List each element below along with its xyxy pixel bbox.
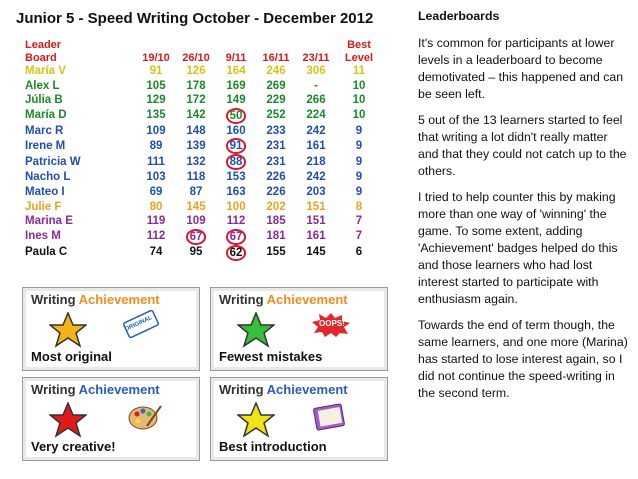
score-cell (256, 245, 296, 261)
student-name: Patricia W (25, 156, 81, 169)
circled-score: 88 (226, 154, 247, 170)
table-row (22, 138, 382, 154)
badge-title-prefix: Writing (219, 292, 267, 307)
score-value: 164 (226, 65, 246, 77)
score-cell (256, 154, 296, 170)
leaderboard-header-row (22, 38, 382, 51)
score-value: 233 (266, 124, 286, 137)
score-value: 269 (266, 79, 286, 92)
badge-most-original (22, 287, 200, 371)
score-value: 109 (146, 124, 166, 137)
score-value: 161 (306, 230, 326, 243)
score-value: 135 (146, 109, 166, 122)
badge-caption: Very creative! (31, 439, 116, 454)
score-cell (256, 64, 296, 79)
score-value: 95 (189, 246, 203, 259)
best-level: 9 (355, 124, 363, 137)
score-cell (216, 124, 256, 139)
score-cell (216, 93, 256, 108)
student-name: Mateo I (25, 185, 65, 198)
best-level: 10 (352, 79, 366, 92)
badge-caption: Best introduction (219, 439, 327, 454)
score-cell (136, 79, 176, 94)
score-cell (296, 245, 336, 261)
score-cell (256, 200, 296, 215)
student-name: Júlia B (25, 94, 63, 107)
table-row (22, 245, 382, 261)
green-star-icon (237, 312, 275, 348)
header-best: Best (347, 38, 371, 51)
score-cell (256, 138, 296, 154)
score-value: 246 (266, 65, 286, 77)
header-date-3: 16/11 (262, 52, 290, 64)
score-value: 242 (306, 171, 326, 184)
score-value: 91 (149, 65, 163, 77)
score-value: 155 (266, 246, 286, 259)
table-row (22, 185, 382, 200)
score-cell (296, 64, 336, 79)
score-value: 89 (149, 140, 163, 153)
score-cell (216, 170, 256, 185)
score-value: 132 (186, 156, 206, 169)
header-date-2: 9/11 (225, 52, 247, 64)
student-name: Julie F (25, 200, 62, 213)
score-value: 160 (226, 124, 246, 137)
best-level: 7 (355, 215, 363, 228)
score-value: 224 (306, 109, 326, 122)
score-cell (296, 124, 336, 139)
score-cell (176, 138, 216, 154)
score-cell (176, 124, 216, 139)
best-level: 9 (355, 140, 363, 153)
score-value: 169 (226, 79, 246, 92)
score-cell (256, 108, 296, 124)
score-cell (176, 229, 216, 245)
score-cell (296, 93, 336, 108)
orange-star-icon (49, 312, 87, 348)
table-row (22, 64, 382, 79)
score-cell (216, 64, 256, 79)
badge-title (219, 382, 348, 397)
score-value: 231 (266, 156, 286, 169)
leaderboard-table (22, 38, 382, 261)
score-cell (216, 154, 256, 170)
board-title: Junior 5 - Speed Writing October - December 2012 (16, 10, 374, 27)
score-value: 266 (306, 94, 326, 107)
score-cell (296, 185, 336, 200)
badge-title (31, 292, 160, 307)
score-cell (296, 229, 336, 245)
score-value: 119 (146, 215, 166, 228)
score-value: 148 (186, 124, 206, 137)
badge-title-accent: Achievement (78, 382, 160, 397)
score-cell (136, 154, 176, 170)
score-cell (296, 138, 336, 154)
score-value: 181 (266, 230, 286, 243)
score-cell (256, 79, 296, 94)
student-name: Paula C (25, 246, 68, 259)
score-cell (296, 154, 336, 170)
score-cell (176, 170, 216, 185)
score-value: 103 (146, 171, 166, 184)
commentary-paragraph-3: I tried to help counter this by making more than one way of 'winning' the game. To some extent, adding 'Achievement' badges helped do this and those learners who had lost interest started to participate with enthusiasm again. (418, 190, 618, 306)
score-value: 226 (266, 171, 286, 184)
score-cell (136, 64, 176, 79)
badge-title-accent: Achievement (266, 382, 348, 397)
best-level: 9 (355, 185, 363, 198)
best-level: 11 (352, 65, 366, 77)
score-cell (256, 185, 296, 200)
score-value: - (314, 79, 318, 92)
yellow-star-icon (237, 402, 275, 438)
badge-title-accent: Achievement (266, 292, 348, 307)
badge-fewest-mistakes (210, 287, 388, 371)
badge-caption: Most original (31, 349, 112, 364)
score-value: 111 (147, 156, 165, 169)
student-name: Nacho L (25, 171, 71, 184)
score-cell (136, 185, 176, 200)
score-cell (216, 245, 256, 261)
best-level: 7 (355, 230, 363, 243)
best-level: 9 (355, 156, 363, 169)
score-cell (256, 170, 296, 185)
commentary-paragraph-2: 5 out of the 13 learners started to feel that writing a lot didn't really matter and that they could not catch up to the others. (418, 113, 627, 178)
score-value: 185 (266, 215, 286, 228)
score-value: 218 (306, 156, 326, 169)
badge-title (31, 382, 160, 397)
student-name: María D (25, 109, 67, 122)
score-cell (136, 200, 176, 215)
score-value: 126 (186, 65, 206, 77)
score-value: 202 (266, 200, 286, 213)
table-row (22, 79, 382, 94)
score-cell (176, 154, 216, 170)
score-value: 118 (186, 171, 206, 184)
best-level: 10 (352, 109, 366, 122)
badge-best-introduction (210, 377, 388, 461)
score-cell (136, 170, 176, 185)
score-cell (296, 200, 336, 215)
score-cell (216, 214, 256, 229)
score-value: 242 (306, 124, 326, 137)
red-star-icon (49, 402, 87, 438)
circled-score: 50 (226, 108, 247, 124)
score-cell (176, 93, 216, 108)
score-value: 161 (306, 140, 326, 153)
score-cell (216, 79, 256, 94)
score-cell (176, 245, 216, 261)
header-date-0: 19/10 (142, 52, 170, 64)
commentary-paragraph-4: Towards the end of term though, the same learners, and one more (Marina) has started to lose interest again, so I did not continue the speed-writing in the second term. (418, 318, 628, 400)
circled-score: 67 (186, 229, 207, 245)
student-name: Marc R (25, 124, 64, 137)
score-cell (216, 138, 256, 154)
score-value: 203 (306, 185, 326, 198)
header-date-4: 23/11 (302, 52, 330, 64)
badge-title-prefix: Writing (31, 382, 79, 397)
score-cell (216, 108, 256, 124)
student-name: Irene M (25, 140, 66, 153)
score-cell (296, 214, 336, 229)
score-value: 145 (186, 200, 206, 213)
score-value: 139 (186, 140, 206, 153)
purple-folder-icon (311, 400, 351, 432)
header-board: Board (25, 51, 57, 64)
score-value: 109 (186, 215, 206, 228)
score-value: 80 (149, 200, 163, 213)
badge-title-accent: Achievement (78, 292, 160, 307)
score-value: 74 (149, 246, 163, 259)
score-value: 149 (226, 94, 246, 107)
score-value: 87 (189, 185, 203, 198)
best-level: 8 (355, 200, 363, 213)
score-cell (136, 229, 176, 245)
score-value: 112 (146, 230, 166, 243)
score-value: 105 (146, 79, 166, 92)
table-row (22, 170, 382, 185)
score-value: 151 (306, 200, 326, 213)
score-value: 129 (146, 94, 166, 107)
table-row (22, 108, 382, 124)
badge-title (219, 292, 348, 307)
score-cell (256, 229, 296, 245)
badge-title-prefix: Writing (31, 292, 79, 307)
original-stamp-text: ORIGINAL (124, 315, 154, 333)
best-level: 6 (355, 246, 363, 259)
score-value: 306 (306, 65, 326, 77)
score-cell (176, 185, 216, 200)
score-cell (136, 93, 176, 108)
score-cell (256, 93, 296, 108)
best-level: 10 (352, 94, 366, 107)
best-level: 9 (355, 171, 363, 184)
oops-sticker-text: OOPS! (319, 319, 345, 328)
badge-caption: Fewest mistakes (219, 349, 323, 364)
table-row (22, 154, 382, 170)
header-leader: Leader (25, 38, 62, 51)
score-cell (216, 200, 256, 215)
score-value: 151 (306, 215, 326, 228)
score-cell (176, 214, 216, 229)
score-value: 153 (226, 171, 246, 184)
badge-very-creative (22, 377, 200, 461)
commentary-panel (418, 8, 630, 411)
student-name: María V (25, 65, 66, 77)
score-value: 178 (186, 79, 206, 92)
circled-score: 91 (226, 138, 247, 154)
table-row (22, 200, 382, 215)
table-row (22, 229, 382, 245)
circled-score: 62 (226, 245, 247, 261)
paint-palette-icon (127, 402, 163, 432)
score-value: 172 (186, 94, 206, 107)
table-row (22, 93, 382, 108)
header-date-1: 26/10 (182, 52, 210, 64)
score-value: 100 (226, 200, 246, 213)
score-cell (176, 108, 216, 124)
score-cell (296, 79, 336, 94)
score-cell (176, 200, 216, 215)
score-cell (176, 79, 216, 94)
score-value: 69 (149, 185, 163, 198)
score-value: 252 (266, 109, 286, 122)
score-value: 145 (306, 246, 326, 259)
score-cell (256, 124, 296, 139)
score-value: 142 (186, 109, 206, 122)
score-cell (216, 229, 256, 245)
score-value: 231 (266, 140, 286, 153)
score-cell (176, 64, 216, 79)
score-value: 163 (226, 185, 246, 198)
score-cell (136, 124, 176, 139)
score-cell (296, 170, 336, 185)
student-name: Ines M (25, 230, 61, 243)
leaderboard-body (22, 64, 382, 261)
score-cell (136, 214, 176, 229)
score-cell (216, 185, 256, 200)
score-value: 229 (266, 94, 286, 107)
header-level: Level (344, 51, 374, 64)
commentary-paragraph-1: It's common for participants at lower levels in a leaderboard to become demotivated – this happened and can be seen left. (418, 36, 624, 101)
table-row (22, 124, 382, 139)
student-name: Marina E (25, 215, 73, 228)
score-cell (136, 138, 176, 154)
score-cell (136, 245, 176, 261)
score-value: 112 (226, 215, 246, 228)
circled-score: 67 (226, 229, 247, 245)
score-value: 226 (266, 185, 286, 198)
table-row (22, 214, 382, 229)
score-cell (136, 108, 176, 124)
badge-title-prefix: Writing (219, 382, 267, 397)
student-name: Alex L (25, 79, 60, 92)
score-cell (296, 108, 336, 124)
commentary-heading: Leaderboards (418, 9, 500, 23)
score-cell (256, 214, 296, 229)
